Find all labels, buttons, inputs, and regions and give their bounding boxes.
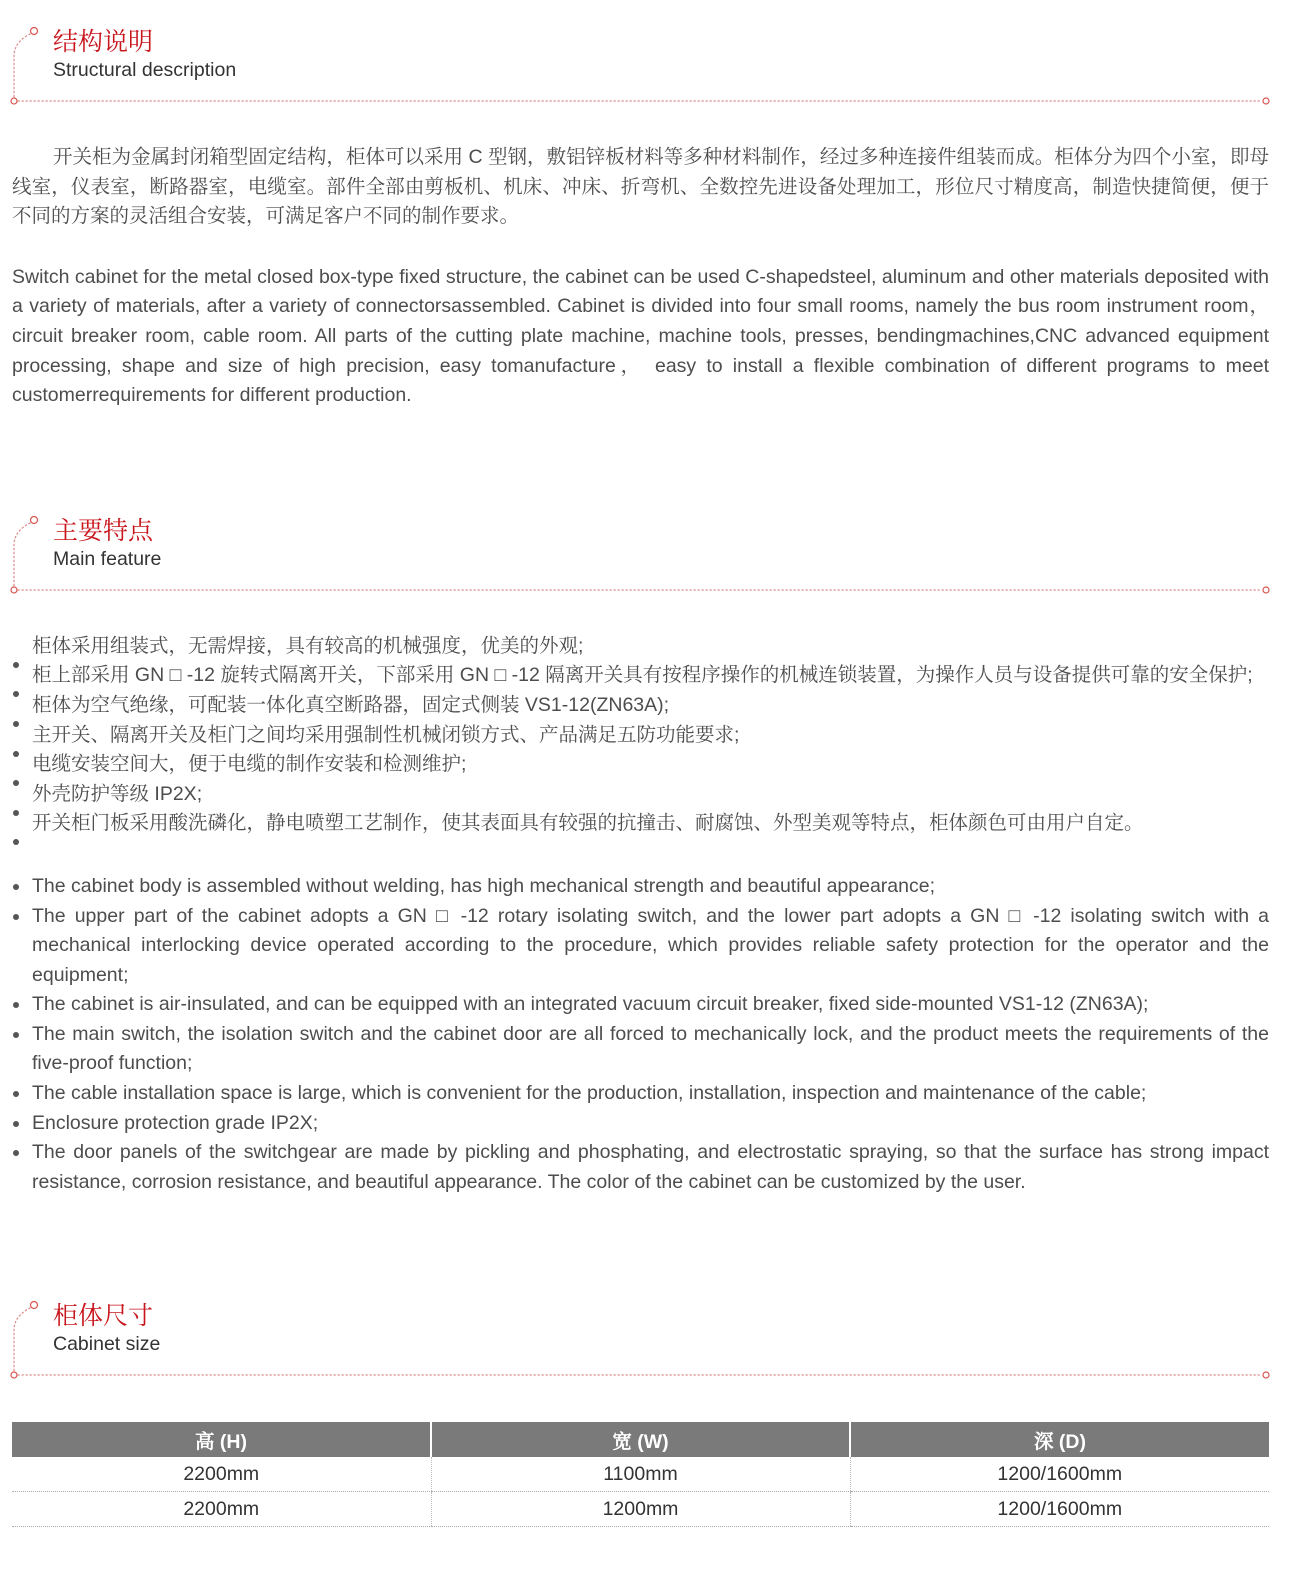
table-cell: 1200mm [431,1492,850,1527]
table-cell: 1100mm [431,1457,850,1492]
section-title-cn: 柜体尺寸 [53,1302,154,1331]
feature-list-cn [12,632,1269,839]
ornament-curve [14,34,30,97]
ornament-curve [14,523,30,586]
list-item: 开关柜门板采用酸洗磷化，静电喷塑工艺制作，使其表面具有较强的抗撞击、耐腐蚀、外型美观等特点，柜体颜色可由用户自定。 [12,809,1269,839]
table-cell: 1200/1600mm [850,1457,1269,1492]
section-header-features [0,509,1305,595]
section-title-en: Main feature [53,547,162,570]
ornament-circle-left [11,587,17,593]
list-item: 柜体采用组装式，无需焊接，具有较高的机械强度，优美的外观; [12,632,1269,662]
list-item: The door panels of the switchgear are made by pickling and phosphating, and electrostatic spraying, so that the surface has strong impact resistance, corrosion resistance, and beautiful appearance. The color of the cabinet can be customized by the user. [12,1138,1269,1197]
list-item: 电缆安装空间大，便于电缆的制作安装和检测维护; [12,750,1269,780]
list-item: The cable installation space is large, which is convenient for the production, installation, inspection and maintenance of the cable; [12,1079,1269,1109]
ornament-circle-top [31,516,38,523]
section-title-cn: 结构说明 [53,28,154,56]
table-cell: 1200/1600mm [850,1492,1269,1527]
list-item: Enclosure protection grade IP2X; [12,1109,1269,1139]
table-row [12,1457,1269,1492]
table-cell: 2200mm [12,1492,431,1527]
list-item: The cabinet body is assembled without welding, has high mechanical strength and beautiful appearance; [12,872,1269,902]
section-title-cn: 主要特点 [53,516,154,545]
ornament-circle-top [31,1302,38,1309]
section-title-en: Cabinet size [53,1333,161,1356]
section-header-size [0,1294,1305,1380]
ornament-circle-left [11,1372,17,1378]
section-ornament [0,1294,1305,1380]
ornament-circle-right [1263,98,1269,104]
list-item: 主开关、隔离开关及柜门之间均采用强制性机械闭锁方式、产品满足五防功能要求; [12,721,1269,751]
ornament-circle-right [1263,1372,1269,1378]
cabinet-size-table [12,1422,1269,1527]
structure-paragraph-cn: 开关柜为金属封闭箱型固定结构，柜体可以采用 C 型钢，敷铝锌板材料等多种材料制作，经过多种连接件组装而成。柜体分为四个小室，即母线室，仪表室，断路器室，电缆室。部件全部由剪板机、机床、冲床、折弯机、全数控先进设备处理加工，形位尺寸精度高，制造快捷简便，便于不同的方案的灵活组合安装，可满足客户不同的制作要求。 [12,146,1269,228]
ornament-circle-right [1263,587,1269,593]
ornament-circle-left [11,98,17,104]
section-title-en: Structural description [53,59,237,81]
feature-list-en [12,872,1269,1198]
list-item: 外壳防护等级 IP2X; [12,780,1269,810]
ornament-circle-top [31,28,38,35]
column-header-height: 高 (H) [12,1422,431,1457]
list-item: 柜上部采用 GN □ -12 旋转式隔离开关，下部采用 GN □ -12 隔离开关具有按程序操作的机械连锁装置，为操作人员与设备提供可靠的安全保护; [12,661,1269,691]
table-cell: 2200mm [12,1457,431,1492]
structure-paragraph-en: Switch cabinet for the metal closed box-type fixed structure, the cabinet can be used C-shapedsteel, aluminum and other materials deposited with a variety of materials, after a variety of connectorsassembled. Cabinet is divided into four small rooms, namely the bus room instrument room，circuit breaker room, cable room. All parts of the cutting plate machine, machine tools, presses, bendingmachines,CNC advanced equipment processing, shape and size of high precision, easy tomanufacture， easy to install a flexible combination of different programs to meet customerrequirements for different production. [12,265,1269,407]
column-header-width: 宽 (W) [431,1422,850,1457]
section-header-structure [0,20,1305,106]
table-header-row [12,1422,1269,1457]
ornament-curve [14,1308,30,1371]
table-row [12,1492,1269,1527]
column-header-depth: 深 (D) [850,1422,1269,1457]
section-ornament [0,509,1305,595]
list-item: The cabinet is air-insulated, and can be equipped with an integrated vacuum circuit breaker, fixed side-mounted VS1-12 (ZN63A); [12,990,1269,1020]
list-item: The upper part of the cabinet adopts a GN □ -12 rotary isolating switch, and the lower part adopts a GN □ -12 isolating switch with a mechanical interlocking device operated according to the procedure, which provides reliable safety protection for the operator and the equipment; [12,902,1269,991]
list-item: 柜体为空气绝缘，可配装一体化真空断路器，固定式侧装 VS1-12(ZN63A); [12,691,1269,721]
list-item: The main switch, the isolation switch and the cabinet door are all forced to mechanically lock, and the product meets the requirements of the five-proof function; [12,1020,1269,1079]
